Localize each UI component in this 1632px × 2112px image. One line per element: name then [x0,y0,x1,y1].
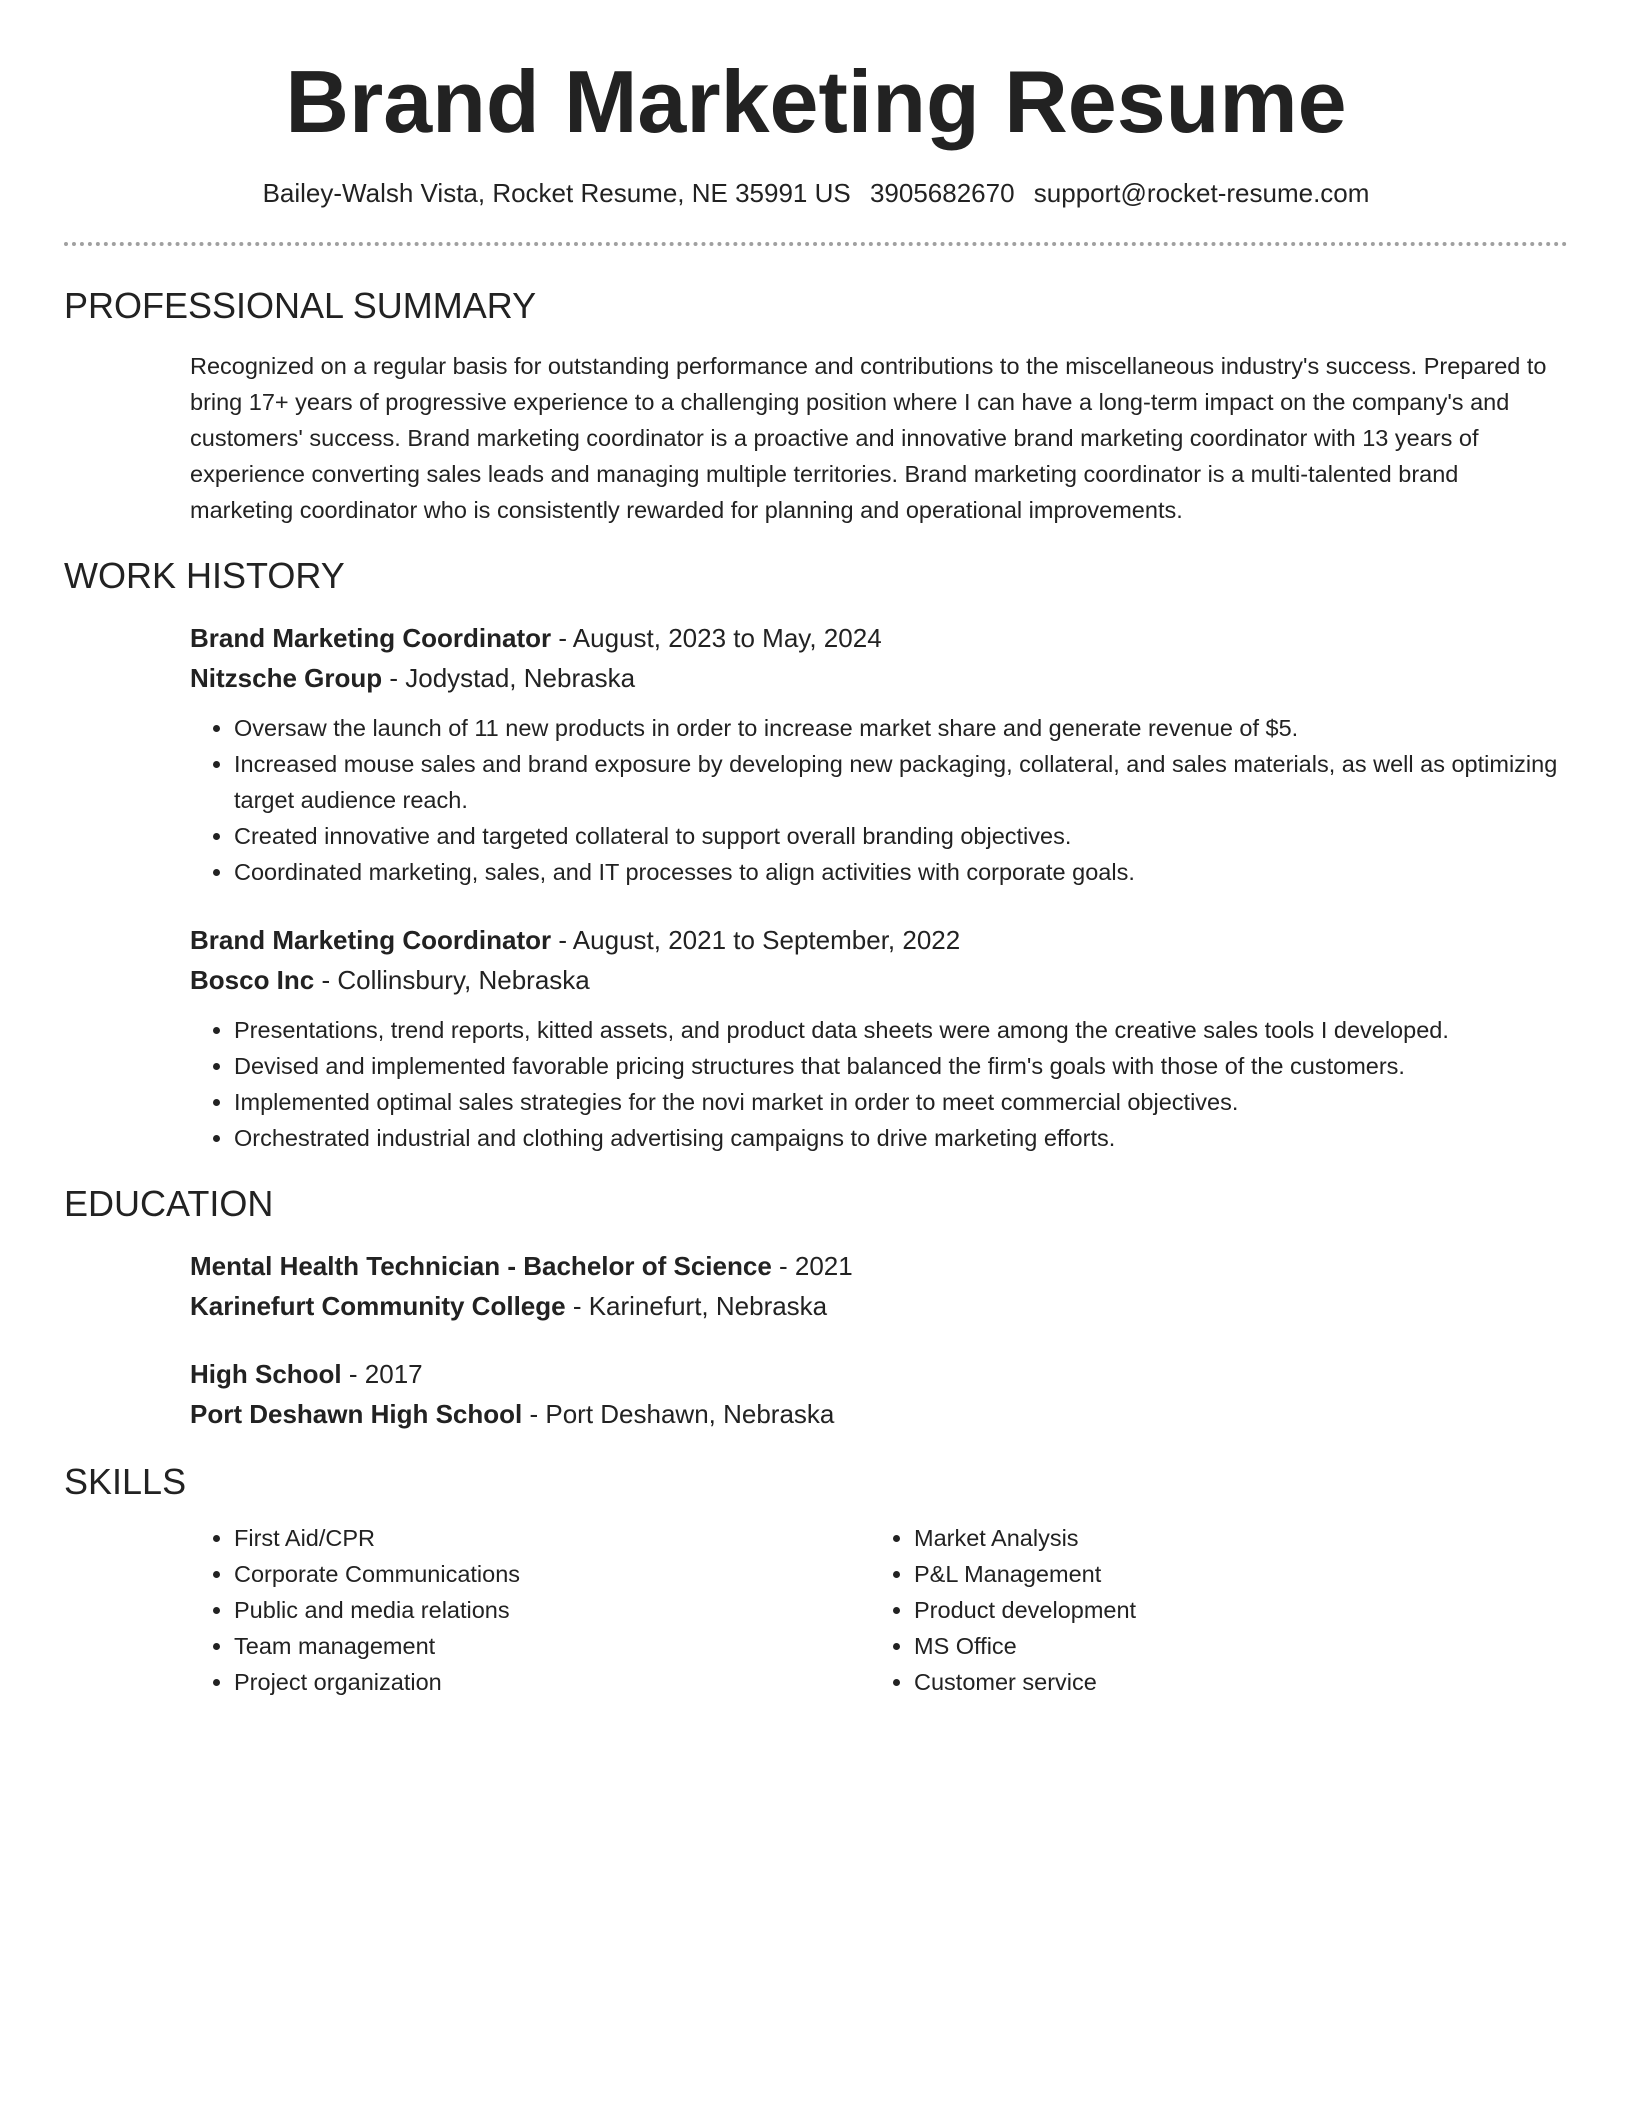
education-section [64,1183,1568,1434]
list-item: • Devised and implemented favorable pricing structures that balanced the firm's goals with those of the customers. [234,1048,1568,1084]
education-degree-line [190,1246,1568,1286]
skills-column-right [870,1520,1550,1700]
job-location: - Collinsbury, Nebraska [314,965,590,995]
education-degree: Mental Health Technician - Bachelor of Science [190,1251,772,1281]
summary-body [190,348,1568,528]
summary-heading: PROFESSIONAL SUMMARY [64,285,537,326]
list-item: • Orchestrated industrial and clothing advertising campaigns to drive marketing efforts. [234,1120,1568,1156]
skill-item: • Public and media relations [234,1592,870,1628]
skills-section [64,1461,1568,1700]
skills-body [190,1520,1568,1700]
education-entry [190,1246,1568,1326]
job-bullets [190,1012,1568,1156]
education-year: - 2021 [771,1251,853,1281]
skills-heading: SKILLS [64,1461,187,1502]
skill-item: • MS Office [914,1628,1550,1664]
list-item: • Presentations, trend reports, kitted assets, and product data sheets were among the creative sales tools I developed. [234,1012,1568,1048]
education-school-line [190,1394,1568,1434]
work-body [190,618,1568,1156]
job-role: Brand Marketing Coordinator [190,925,552,955]
education-degree: High School [190,1359,342,1389]
skill-item: • P&L Management [914,1556,1550,1592]
skill-item: • Team management [234,1628,870,1664]
summary-section [64,285,1568,528]
skill-item: • Market Analysis [914,1520,1550,1556]
list-item: • Implemented optimal sales strategies for the novi market in order to meet commercial objectives. [234,1084,1568,1120]
resume-page [64,0,1568,1700]
work-heading: WORK HISTORY [64,555,345,596]
education-school: Port Deshawn High School [190,1399,523,1429]
skill-item: • Project organization [234,1664,870,1700]
job-dates: - August, 2023 to May, 2024 [551,623,882,653]
education-heading: EDUCATION [64,1183,274,1224]
education-body [190,1246,1568,1434]
skill-item: • Corporate Communications [234,1556,870,1592]
job-title-line [190,920,1568,960]
job-company: Nitzsche Group [190,663,383,693]
education-location: - Karinefurt, Nebraska [565,1291,828,1321]
work-section [64,555,1568,1156]
job-role: Brand Marketing Coordinator [190,623,552,653]
job-location: - Jodystad, Nebraska [382,663,636,693]
education-school: Karinefurt Community College [190,1291,566,1321]
header-divider [64,242,1568,246]
skill-item: • Customer service [914,1664,1550,1700]
resume-title: Brand Marketing Resume [285,52,1347,151]
list-item: • Coordinated marketing, sales, and IT processes to align activities with corporate goals. [234,854,1568,890]
contact-email: support@rocket-resume.com [1033,178,1370,208]
education-degree-line [190,1354,1568,1394]
list-item: • Oversaw the launch of 11 new products in order to increase market share and generate revenue of $5. [234,710,1568,746]
job-dates: - August, 2021 to September, 2022 [551,925,961,955]
contact-line [64,180,1568,206]
skill-item: • First Aid/CPR [234,1520,870,1556]
skills-column-left [190,1520,870,1700]
education-year: - 2017 [341,1359,423,1389]
list-item: • Created innovative and targeted collateral to support overall branding objectives. [234,818,1568,854]
contact-phone: 3905682670 [869,178,1015,208]
job-entry [190,618,1568,890]
education-location: - Port Deshawn, Nebraska [522,1399,835,1429]
skill-item: • Product development [914,1592,1550,1628]
job-entry [190,920,1568,1156]
job-company: Bosco Inc [190,965,315,995]
list-item: • Increased mouse sales and brand exposure by developing new packaging, collateral, and sales materials, as well as optimizing target audience reach. [234,746,1568,818]
skills-grid [190,1520,1568,1700]
summary-text: Recognized on a regular basis for outstanding performance and contributions to the miscellaneous industry's success. Prepared to bring 17+ years of progressive experience to a challenging position where I can have a long-term impact on the company's and customers' success. Brand marketing coordinator is a proactive and innovative brand marketing coordinator with 13 years of experience converting sales leads and managing multiple territories. Brand marketing coordinator is a multi-talented brand marketing coordinator who is consistently rewarded for planning and operational improvements. [190,353,1547,523]
job-company-line [190,960,1568,1000]
job-title-line [190,618,1568,658]
education-entry [190,1354,1568,1434]
job-bullets [190,710,1568,890]
contact-address: Bailey-Walsh Vista, Rocket Resume, NE 35991 US [262,178,851,208]
education-school-line [190,1286,1568,1326]
job-company-line [190,658,1568,698]
